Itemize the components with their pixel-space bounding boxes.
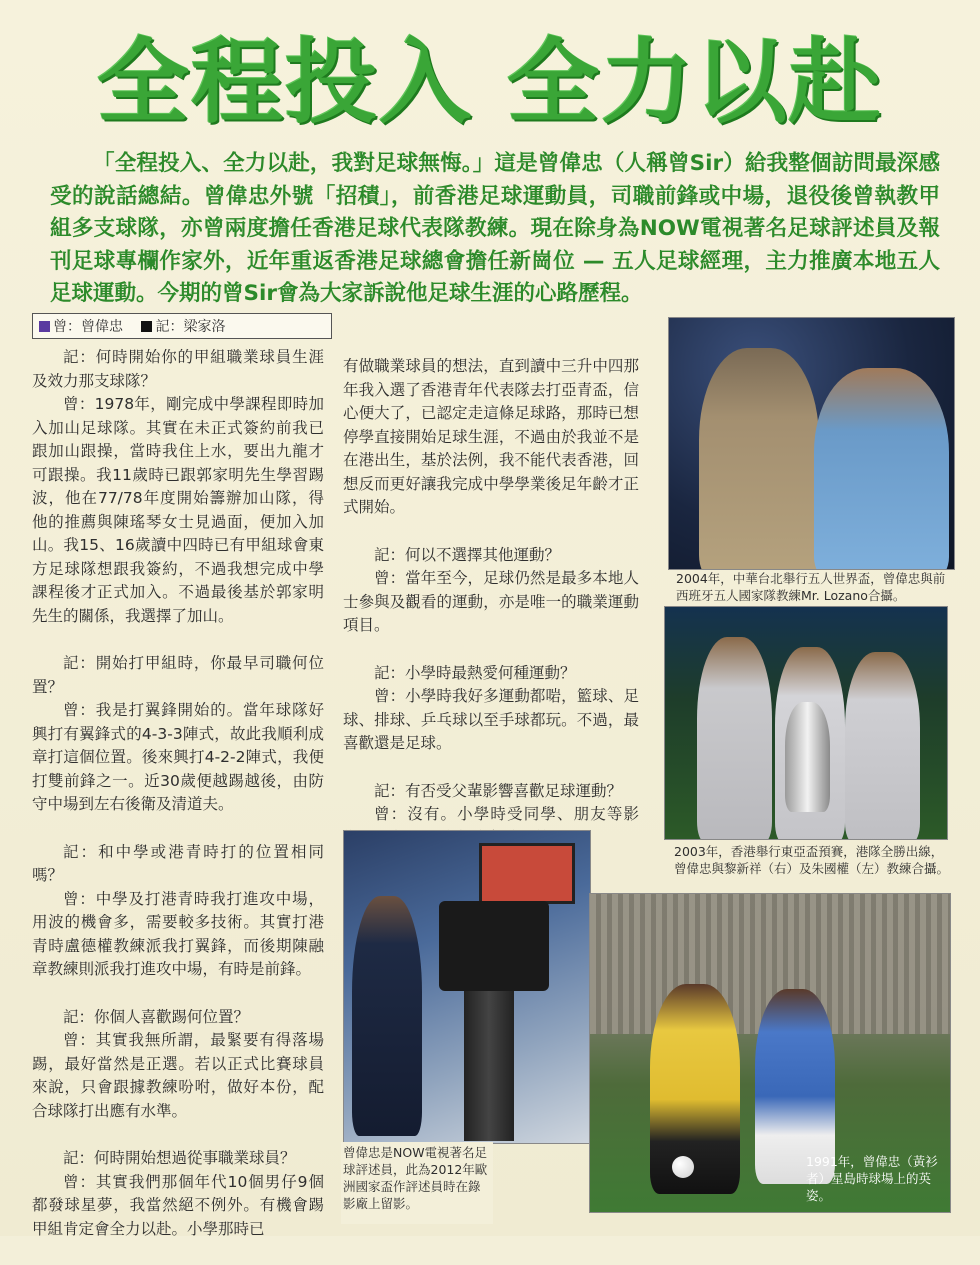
question: 記：何時開始你的甲組職業球員生涯及效力那支球隊？ [32,348,324,390]
qa-block [343,662,639,756]
answer: 曾：1978年，剛完成中學課程即時加入加山足球隊。其實在未正式簽約前我已跟加山跟操，當時我住上水，要出九龍才可跟操。我11歲時已跟郭家明先生學習踢波，他在77/78年度開始籌辦加山隊，得他的推薦與陳瑤琴女士見過面，便加入加山。我15、16歲讀中四時已有甲組球會東方足球隊想跟我簽約，不過我想完成中學課程後才正式加入。不過最後基於郭家明先生的關係，我選擇了加山。 [32,395,324,625]
qa-block [343,355,639,520]
question: 記：有否受父輩影響喜歡足球運動？ [374,781,623,800]
player-yellow-figure [650,984,740,1194]
answer: 曾：中學及打港青時我打進攻中場，用波的機會多，需要較多技術。其實打港青時盧德權教練派我打翼鋒，而後期陳融章教練則派我打進攻中場，有時是前鋒。 [32,889,324,978]
credit-box [32,313,332,339]
qa-block [32,841,324,982]
commentator-figure [352,896,422,1136]
photo-world-cup-2004 [668,317,955,570]
article-column-1 [32,346,324,1265]
question: 記：你個人喜歡踢何位置？ [63,1007,250,1026]
person-jacket-figure [814,368,949,570]
football-icon [672,1156,694,1178]
answer: 曾：沒有。小學時受同學、朋友等影 [374,805,639,823]
answer: 曾：我是打翼鋒開始的。當年球隊好興打有翼鋒式的4-3-3陣式，故此我順利成章打這個位置。後來興打4-2-2陣式，我便打雙前鋒之一。近30歲便越踢越後，由防守中場到左右後衛及清道夫。 [32,701,324,813]
answer: 曾：其實我們那個年代10個男仔9個都發球星夢，我當然絕不例外。有機會踢甲組肯定會全力以赴。小學那時已 [32,1172,324,1238]
trophy-icon [785,702,830,812]
question: 記：開始打甲組時，你最早司職何位置？ [32,654,324,696]
photo-east-asian-cup-2003 [664,606,948,840]
purple-square-icon [39,321,50,332]
photo-caption: 曾偉忠是NOW電視著名足球評述員，此為2012年歐洲國家盃作評述員時在錄影廠上留影。 [343,1145,488,1211]
camera-pedestal-icon [464,991,514,1141]
photo-caption: 2004年，中華台北舉行五人世界盃，曾偉忠與前西班牙五人國家隊教練Mr. Lozano合攝。 [676,571,946,603]
question: 記：和中學或港青時打的位置相同嗎？ [32,842,324,884]
question: 記：何以不選擇其他運動？ [374,545,561,564]
intro-text: 「全程投入、全力以赴，我對足球無悔。」這是曾偉忠（人稱曾Sir）給我整個訪問最深感受的說話總結。曾偉忠外號「招積」，前香港足球運動員，司職前鋒或中場，退役後曾執教甲組多支球隊，亦曾兩度擔任香港足球代表隊教練。現在除身為NOW電視著名足球評述員及報刊足球專欄作家外，近年重返香港足球總會擔任新崗位 — 五人足球經理，主力推廣本地五人足球運動。今期的曾Sir會為大家訴說他足球生涯的心路歷程。 [50,151,940,306]
question: 記：小學時最熱愛何種運動？ [374,663,576,682]
coach-left-figure [697,637,772,840]
article-column-2 [343,355,639,874]
question: 記：何時開始想過從事職業球員？ [63,1149,296,1167]
answer: 曾：當年至今，足球仍然是最多本地人士參與及觀看的運動，亦是唯一的職業運動項目。 [343,569,639,634]
photo-caption: 2003年，香港舉行東亞盃預賽，港隊全勝出線，曾偉忠與黎新祥（右）及朱國權（左）教練合攝。 [674,844,950,876]
qa-block [32,346,324,628]
black-square-icon [141,321,152,332]
qa-block [32,1006,324,1124]
answer-continued: 有做職業球員的想法，直到讀中三升中四那年我入選了香港青年代表隊去打亞青盃，信心便大了，已認定走這條足球路，那時已想停學直接開始足球生涯，不過由於我並不是在港出生，基於法例，我不能代表香港，回想反而更好讓我完成中學學業後足年齡才正式開始。 [343,357,639,516]
tv-camera-icon [439,901,549,991]
qa-block [32,1147,324,1241]
answer: 曾：其實我無所謂，最緊要有得落場踢，最好當然是正選。若以正式比賽球員來說，只會跟據教練吩咐，做好本份，配合球隊打出應有水準。 [32,1031,324,1120]
reporter-credit: 記：梁家洛 [155,319,226,335]
intro-paragraph [50,148,940,311]
page-title: 全程投入 全力以赴 [96,29,884,136]
qa-block [343,544,639,638]
photo-tv-studio [343,830,591,1144]
studio-monitor-icon [479,843,575,904]
photo-caption: 1991年，曾偉忠（黃衫者）星島時球場上的英姿。 [806,1154,938,1203]
coach-right-figure [845,652,920,840]
answer: 曾：小學時我好多運動都啱，籃球、足球、排球、乒乓球以至手球都玩。不過，最喜歡還是足球。 [343,687,639,752]
interviewee-credit: 曾：曾偉忠 [53,319,123,335]
person-suit-figure [699,348,819,570]
qa-block [32,652,324,817]
